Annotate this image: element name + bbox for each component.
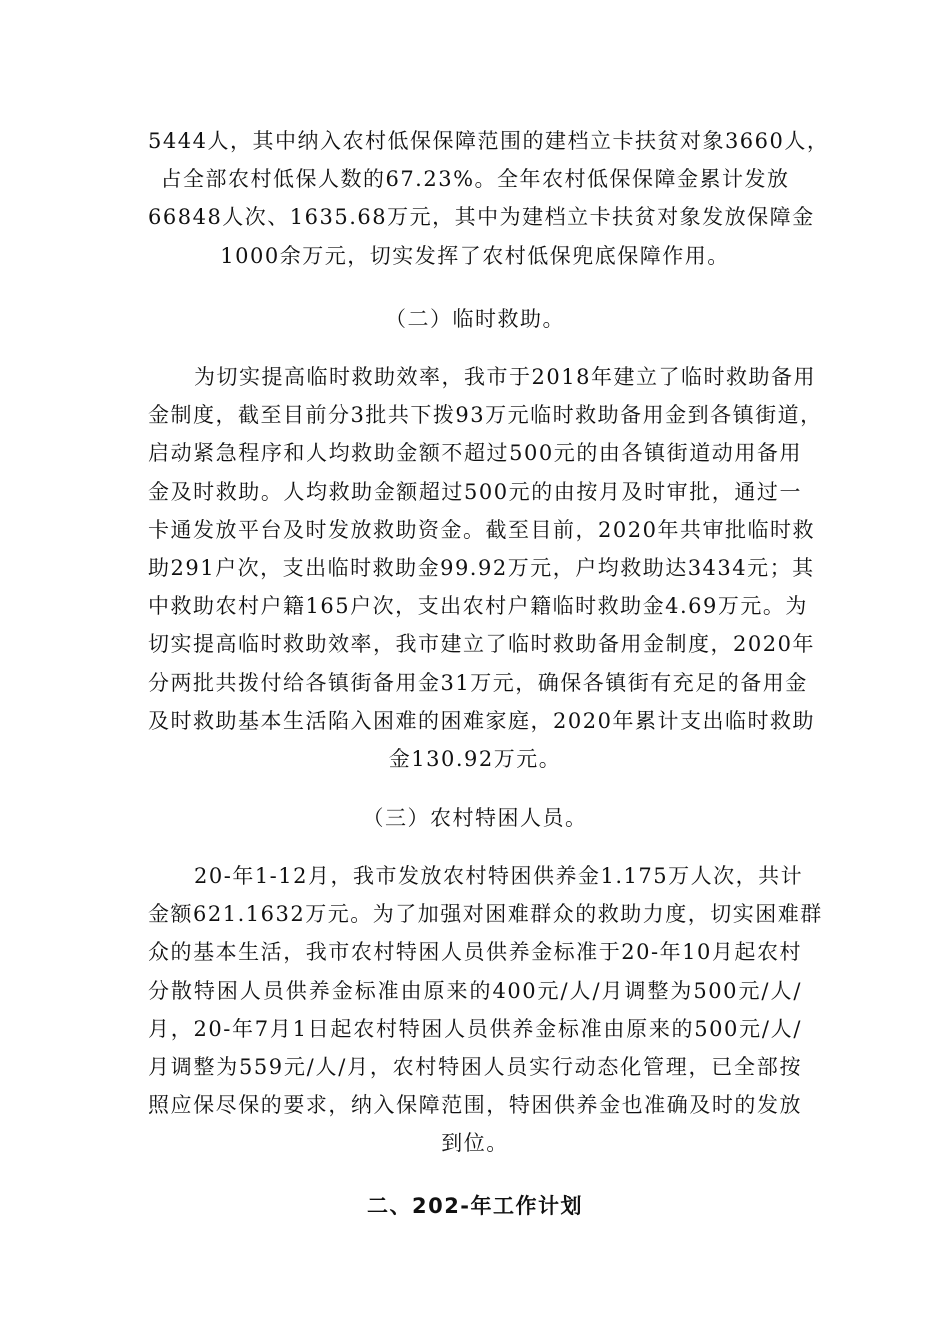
text-line: 分两批共拨付给各镇街备用金31万元，确保各镇街有充足的备用金 — [148, 670, 808, 695]
text-line: 照应保尽保的要求，纳入保障范围，特困供养金也准确及时的发放 — [148, 1093, 802, 1118]
text-line: 到位。 — [441, 1131, 509, 1156]
text-line: 金制度，截至目前分3批共下拨93万元临时救助备用金到各镇街道， — [148, 403, 823, 428]
text-line: 金额621.1632万元。为了加强对困难群众的救助力度，切实困难群 — [148, 902, 823, 927]
paragraph-rural-minimum-living — [148, 122, 830, 275]
text-line: 中救助农村户籍165户次，支出农村户籍临时救助金4.69万元。为 — [148, 594, 808, 619]
text-line: 启动紧急程序和人均救助金额不超过500元的由各镇街道动用备用 — [148, 441, 802, 466]
text-line: 助291户次，支出临时救助金99.92万元，户均救助达3434元；其 — [148, 556, 815, 581]
paragraph-rural-destitute — [148, 857, 823, 1163]
subheading-temporary-assistance: （二）临时救助。 — [385, 307, 565, 331]
text-line: 分散特困人员供养金标准由原来的400元/人/月调整为500元/人/ — [148, 978, 802, 1003]
text-line: 占全部农村低保人数的67.23%。全年农村低保保障金累计发放 — [160, 167, 790, 192]
subheading-rural-destitute: （三）农村特困人员。 — [362, 806, 588, 830]
text-line: 众的基本生活，我市农村特困人员供养金标准于20-年10月起农村 — [148, 940, 802, 965]
text-line: 20-年1-12月，我市发放农村特困供养金1.175万人次，共计 — [194, 864, 804, 888]
text-line: 月调整为559元/人/月，农村特困人员实行动态化管理，已全部按 — [148, 1055, 802, 1080]
text-line: 66848人次、1635.68万元，其中为建档立卡扶贫对象发放保障金 — [148, 205, 815, 230]
text-line: 为切实提高临时救助效率，我市于2018年建立了临时救助备用 — [194, 365, 816, 389]
paragraph-temporary-assistance — [148, 358, 823, 778]
text-line: 及时救助基本生活陷入困难的困难家庭，2020年累计支出临时救助 — [148, 708, 815, 733]
text-line: 金130.92万元。 — [388, 747, 562, 772]
text-line: 月，20-年7月1日起农村特困人员供养金标准由原来的500元/人/ — [148, 1016, 802, 1041]
text-line: 切实提高临时救助效率，我市建立了临时救助备用金制度，2020年 — [148, 632, 815, 657]
text-line: 卡通发放平台及时发放救助资金。截至目前，2020年共审批临时救 — [148, 517, 815, 542]
text-line: 金及时救助。人均救助金额超过500元的由按月及时审批，通过一 — [148, 479, 802, 504]
text-line: 5444人，其中纳入农村低保保障范围的建档立卡扶贫对象3660人， — [148, 129, 830, 153]
text-line: 1000余万元，切实发挥了农村低保兜底保障作用。 — [220, 243, 730, 268]
section-heading-work-plan: 二、202-年工作计划 — [366, 1194, 584, 1218]
